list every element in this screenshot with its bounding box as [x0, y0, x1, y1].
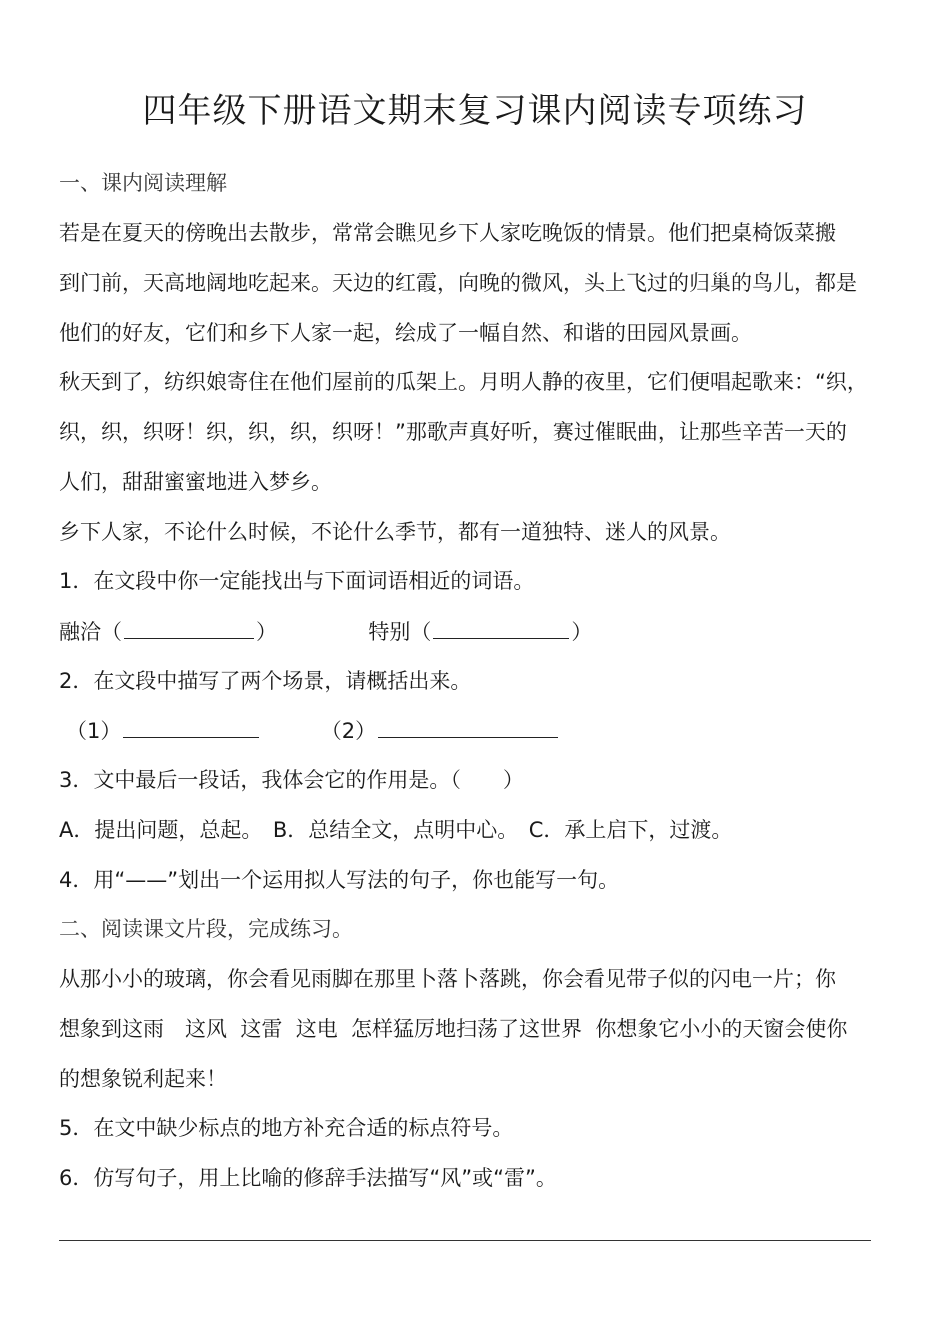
answer-line[interactable]: [59, 1240, 871, 1241]
word-label-end: ）: [256, 620, 277, 644]
passage1-line: 他们的好友，它们和乡下人家一起，绘成了一幅自然、和谐的田园风景画。: [59, 321, 752, 345]
question-1-answers: [59, 616, 899, 647]
word-label: 特别（: [368, 620, 432, 644]
question-3: 3．文中最后一段话，我体会它的作用是。（ ）: [59, 768, 524, 792]
question-2: 2．在文段中描写了两个场景，请概括出来。: [59, 669, 472, 693]
passage1-line: 若是在夏天的傍晚出去散步，常常会瞧见乡下人家吃晚饭的情景。他们把桌椅饭菜搬: [59, 221, 836, 245]
question-3-options: A．提出问题，总起。 B．总结全文，点明中心。 C．承上启下，过渡。: [59, 818, 733, 842]
question-4: 4．用“——”划出一个运用拟人写法的句子，你也能写一句。: [59, 868, 620, 892]
answer-blank[interactable]: [123, 715, 259, 738]
passage1-line: 到门前，天高地阔地吃起来。天边的红霞，向晚的微风，头上飞过的归巢的鸟儿，都是: [59, 271, 857, 295]
section1-heading: 一、课内阅读理解: [59, 171, 227, 195]
answer-blank[interactable]: [433, 616, 569, 639]
passage1-line: 乡下人家，不论什么时候，不论什么季节，都有一道独特、迷人的风景。: [59, 520, 731, 544]
answer-blank[interactable]: [378, 715, 558, 738]
page-title: 四年级下册语文期末复习课内阅读专项练习: [142, 91, 808, 131]
section2-heading: 二、阅读课文片段，完成练习。: [59, 917, 353, 941]
item-label: （1）: [66, 719, 122, 743]
passage2-line: 从那小小的玻璃，你会看见雨脚在那里卜落卜落跳，你会看见带子似的闪电一片；你: [59, 967, 836, 991]
passage1-line: 人们，甜甜蜜蜜地进入梦乡。: [59, 470, 332, 494]
passage1-line: 织，织，织呀！织，织，织，织呀！”那歌声真好听，赛过催眠曲，让那些辛苦一天的: [59, 420, 847, 444]
answer-blank[interactable]: [124, 616, 254, 639]
word-label-end: ）: [571, 620, 593, 644]
passage1-line: 秋天到了，纺织娘寄住在他们屋前的瓜架上。月明人静的夜里，它们便唱起歌来：“织，: [59, 370, 868, 394]
word-label: 融洽（: [59, 620, 122, 644]
passage2-line: 想象到这雨 这风 这雷 这电 怎样猛厉地扫荡了这世界 你想象它小小的天窗会使你: [59, 1017, 848, 1041]
question-2-answers: [66, 715, 906, 746]
item-label: （2）: [320, 719, 377, 743]
question-1: 1．在文段中你一定能找出与下面词语相近的词语。: [59, 569, 535, 593]
question-5: 5．在文中缺少标点的地方补充合适的标点符号。: [59, 1116, 514, 1140]
question-6: 6．仿写句子，用上比喻的修辞手法描写“风”或“雷”。: [59, 1166, 557, 1190]
passage2-line: 的想象锐利起来！: [59, 1067, 227, 1091]
